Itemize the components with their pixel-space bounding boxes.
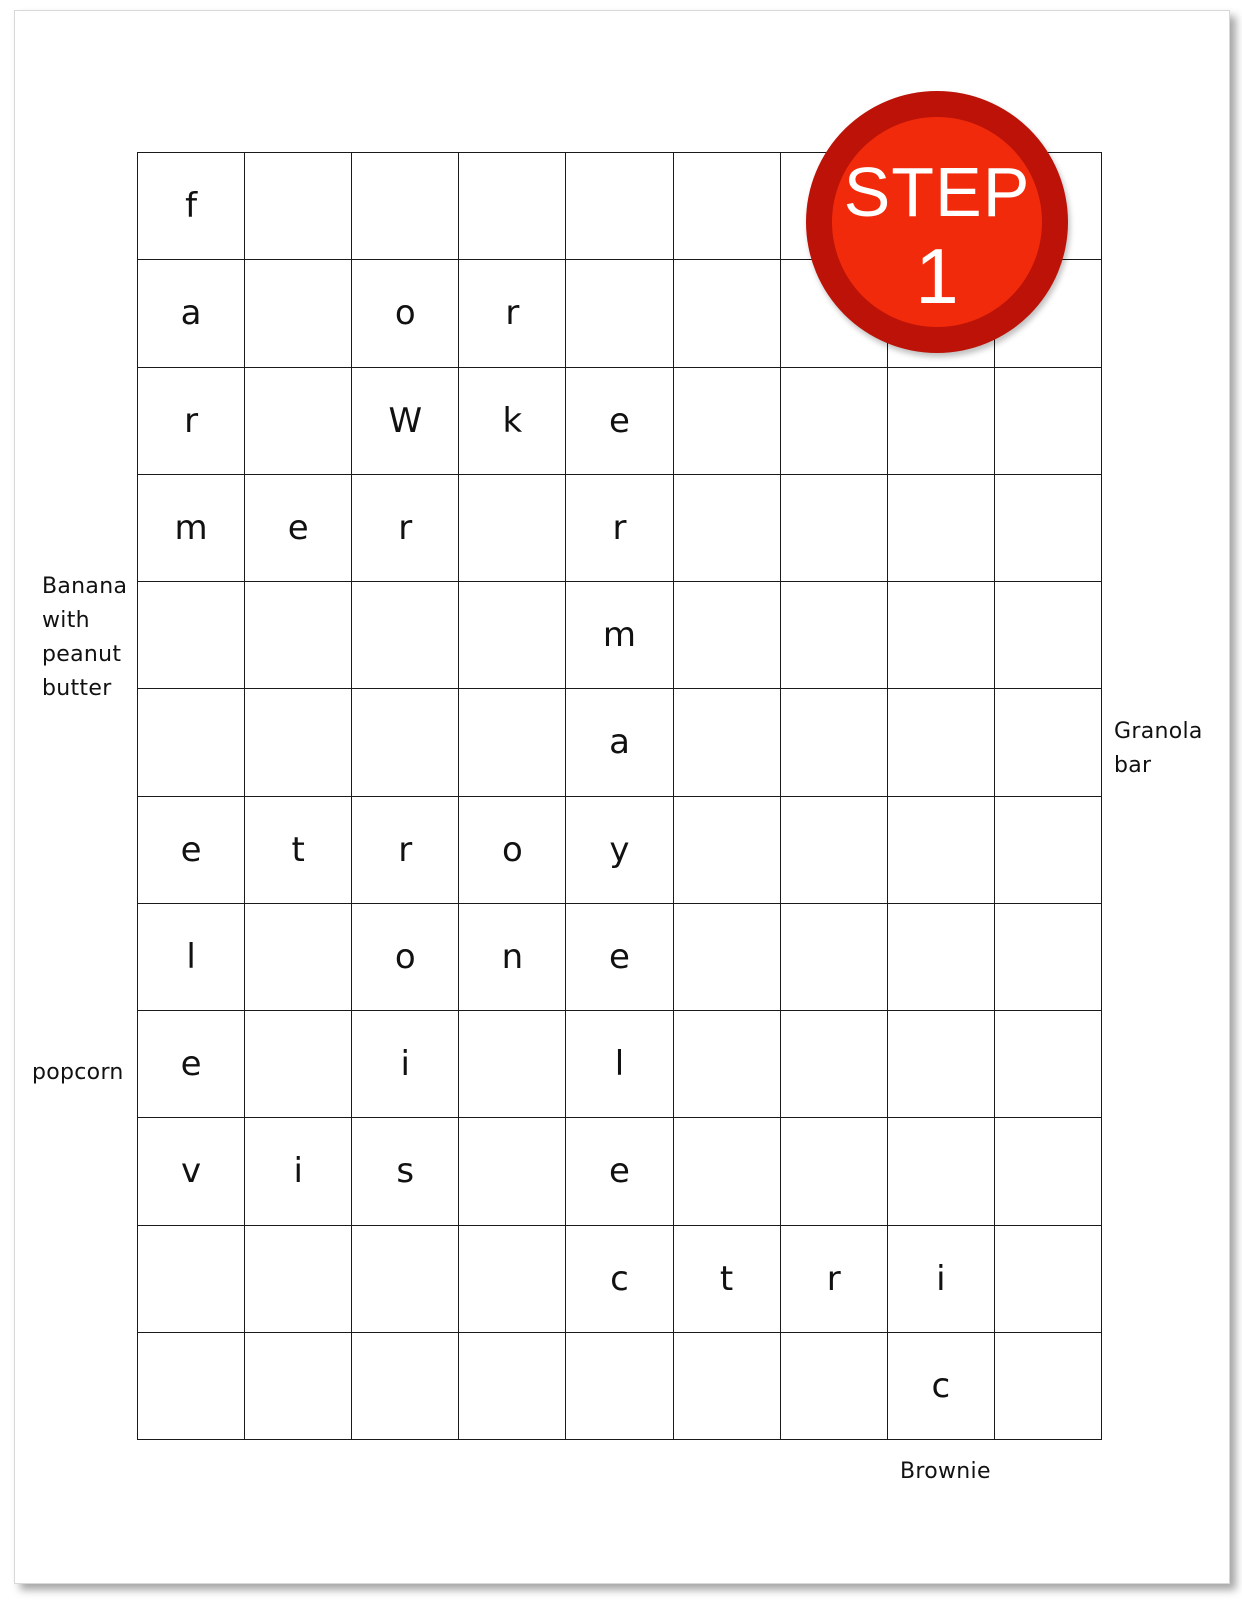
grid-cell (781, 1011, 888, 1118)
clue-popcorn: popcorn (32, 1060, 124, 1085)
grid-cell: l (566, 1011, 673, 1118)
grid-cell (245, 153, 352, 260)
grid-cell (888, 797, 995, 904)
grid-cell (995, 475, 1102, 582)
grid-cell: a (566, 689, 673, 796)
grid-cell (995, 582, 1102, 689)
grid-cell (459, 1118, 566, 1225)
grid-cell (566, 260, 673, 367)
grid-cell (245, 582, 352, 689)
grid-cell (674, 797, 781, 904)
grid-cell (781, 689, 888, 796)
grid-cell (245, 689, 352, 796)
clue-granola-bar: Granola bar (1114, 719, 1203, 778)
grid-cell (459, 1226, 566, 1333)
grid-cell (352, 1333, 459, 1440)
grid-cell (459, 582, 566, 689)
grid-cell (352, 689, 459, 796)
grid-cell (674, 153, 781, 260)
grid-cell (781, 368, 888, 475)
grid-cell: r (781, 1226, 888, 1333)
grid-cell (245, 368, 352, 475)
grid-cell (674, 689, 781, 796)
grid-cell (352, 153, 459, 260)
grid-cell: f (138, 153, 245, 260)
grid-cell (138, 1333, 245, 1440)
grid-cell (781, 797, 888, 904)
grid-cell: a (138, 260, 245, 367)
grid-cell: o (352, 260, 459, 367)
grid-cell (888, 1118, 995, 1225)
grid-cell (674, 582, 781, 689)
grid-cell (995, 368, 1102, 475)
grid-cell (781, 582, 888, 689)
grid-cell (674, 1118, 781, 1225)
grid-cell (245, 904, 352, 1011)
grid-cell: m (138, 475, 245, 582)
grid-cell: e (566, 1118, 673, 1225)
grid-cell: r (566, 475, 673, 582)
step-badge-word: STEP (843, 153, 1031, 231)
grid-cell (674, 1011, 781, 1118)
grid-cell (674, 260, 781, 367)
step-badge (806, 91, 1068, 353)
step-badge-number: 1 (915, 232, 959, 320)
grid-cell (888, 1011, 995, 1118)
grid-cell (245, 1011, 352, 1118)
grid-cell: i (888, 1226, 995, 1333)
grid-cell (245, 1333, 352, 1440)
grid-cell: v (138, 1118, 245, 1225)
grid-cell: y (566, 797, 673, 904)
grid-cell (995, 904, 1102, 1011)
grid-cell (674, 475, 781, 582)
grid-cell: r (352, 797, 459, 904)
grid-cell: l (138, 904, 245, 1011)
grid-cell (459, 689, 566, 796)
grid-cell: o (352, 904, 459, 1011)
grid-cell: e (566, 904, 673, 1011)
grid-cell: r (352, 475, 459, 582)
grid-cell (459, 475, 566, 582)
grid-cell (459, 1333, 566, 1440)
grid-cell (138, 1226, 245, 1333)
grid-cell: t (674, 1226, 781, 1333)
grid-cell: r (459, 260, 566, 367)
grid-cell: k (459, 368, 566, 475)
clue-brownie: Brownie (900, 1459, 991, 1484)
grid-cell (781, 1118, 888, 1225)
grid-cell: t (245, 797, 352, 904)
grid-cell (781, 904, 888, 1011)
grid-cell: n (459, 904, 566, 1011)
grid-cell (245, 1226, 352, 1333)
grid-cell: e (138, 797, 245, 904)
grid-cell (674, 1333, 781, 1440)
grid-cell: o (459, 797, 566, 904)
grid-cell: s (352, 1118, 459, 1225)
grid-cell: c (566, 1226, 673, 1333)
grid-cell (995, 1226, 1102, 1333)
grid-cell (995, 1118, 1102, 1225)
grid-cell (674, 368, 781, 475)
grid-cell (138, 582, 245, 689)
grid-cell (995, 1011, 1102, 1118)
grid-cell (888, 904, 995, 1011)
grid-cell (674, 904, 781, 1011)
grid-cell (888, 368, 995, 475)
grid-cell: m (566, 582, 673, 689)
grid-cell (781, 475, 888, 582)
grid-cell (566, 153, 673, 260)
grid-cell: e (566, 368, 673, 475)
grid-cell (995, 797, 1102, 904)
grid-cell (138, 689, 245, 796)
grid-cell (888, 582, 995, 689)
grid-cell (245, 260, 352, 367)
grid-cell (995, 1333, 1102, 1440)
grid-cell (781, 1333, 888, 1440)
grid-cell (352, 1226, 459, 1333)
grid-cell (566, 1333, 673, 1440)
grid-cell: r (138, 368, 245, 475)
grid-cell: i (352, 1011, 459, 1118)
grid-cell: W (352, 368, 459, 475)
grid-cell (459, 1011, 566, 1118)
clue-banana-with-peanut-butter: Banana with peanut butter (42, 574, 128, 701)
grid-cell: e (138, 1011, 245, 1118)
grid-cell: c (888, 1333, 995, 1440)
grid-cell (459, 153, 566, 260)
grid-cell (352, 582, 459, 689)
grid-cell: e (245, 475, 352, 582)
grid-cell: i (245, 1118, 352, 1225)
grid-cell (995, 689, 1102, 796)
grid-cell (888, 689, 995, 796)
grid-cell (888, 475, 995, 582)
